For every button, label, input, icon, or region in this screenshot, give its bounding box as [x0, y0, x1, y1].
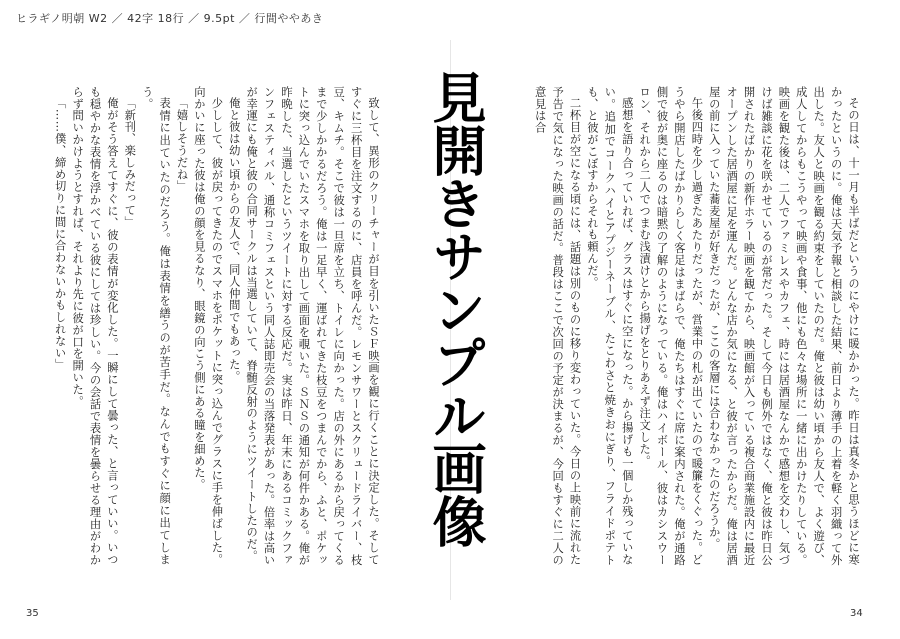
- page-number-right: 34: [850, 608, 863, 619]
- page-number-left: 35: [26, 608, 39, 619]
- paragraph: 表情に出ていたのだろう。俺は表情を繕うのが苦手だ。なんでもすぐに顔に出てしまう。: [140, 86, 172, 566]
- paragraph: 俺と彼は幼い頃からの友人で、同人仲間でもあった。: [227, 97, 241, 383]
- paragraph: 致して、異形のクリーチャーが目を引いたＳＦ映画を観に行くことに決定した。そしてすぐに三杯目を注文するのに、店員を呼んだ。レモンサワーとスクリュードライバー、枝豆、キムチ。そこで彼は一旦席を立ち、トイレに向かった。店の外にあるから戻ってくるまで少しかかるだろう。俺は一足早く、運ばれてきた枝豆をつまんでから、ふと、ポケットに突っ込んでいたスマホを取り出して画面を覗いた。ＳＮＳの通知が何件かある。俺が昨晩した、当選したというツイートに対する反応だ。実は昨日、年末にあるコミックファンフェスティバル、通称コミフェスという同人誌即売会の当落発表があった。倍率は高いが幸運にも俺と彼の合同サークルは当選していて、脊髄反射のようにツイートしたのだ。: [245, 86, 380, 566]
- paragraph: 感想を語り合っていれば、グラスはすぐに空になった。から揚げも一個しか残っていない。追加でコークハイとアプジーネーブル、たこわさと焼きおにぎり、フライドポテトも、と彼がこぼすからそれも頼んだ。: [585, 86, 634, 566]
- paragraph: 「新刊、楽しみだって」: [123, 97, 137, 229]
- left-page-text: [53, 86, 382, 566]
- paragraph: 「嬉しそうだね」: [175, 97, 189, 193]
- paragraph: 午後四時を少し過ぎたあたりだったが、営業中の札が出ていたので暖簾をくぐった。どうやら開店したばかりらしく客足はまばらで、俺たちはすぐに席に案内された。俺が通路側で彼が奥に座るのは暗黙の了解のようになっている。俺はハイボール、彼はカシスウーロン、それから二人でつまむ浅漬けとから揚げをとりあえず注文した。: [638, 86, 704, 566]
- paragraph: 少しして、彼が戻ってきたのでスマホをポケットに突っ込んでグラスに手を伸ばした。向かいに座った彼は俺の顔を見るなり、眼鏡の向こう側にある瞳を細めた。: [192, 86, 224, 566]
- spread-title: 見開きサンプル画像: [424, 70, 487, 547]
- paragraph: 俺がそう答えてすぐに、彼の表情が変化した。一瞬にして曇った、と言っていい。いつも穏やかな表情を浮かべている彼にしては珍しい。今の会話で表情を曇らせる理由がわからず問いかけようとすれば、それより先に彼が口を開いた。: [71, 86, 119, 566]
- page-header-spec: ヒラギノ明朝 W2 ／ 42字 18行 ／ 9.5pt ／ 行間ややあき: [16, 12, 324, 25]
- right-page-text: [488, 86, 862, 566]
- paragraph: 二杯目が空になる頃には、話題は別のものに移り変わっていた。今日の上映前に流れた予告で気になった映画の話だ。普段はここで次回の予定が決まるが、今回もすぐに二人の意見は合: [533, 86, 582, 566]
- paragraph: その日は、十一月も半ばだというのにやけに暖かかった。昨日は真冬かと思うほどに寒かったというのに。俺は天気予報と相談した結果、前日より薄手の上着を軽く羽織って外出した。友人と映画を観る約束をしていたのだ。俺と彼は幼い頃から友人で、よく遊び、成人してからもこうやって映画や食事、他にも色々な場所に一緒に出かけたりしている。映画を観た後は、二人でファミレスやカフェ、時には居酒屋なんかで感想を交わし、気づけば雑談に花を咲かせているのが常だった。そして今日も例外ではなく、俺と彼は昨日公開されたばかりの新作ホラー映画を観てから、映画館が入っている複合商業施設内に最近オープンした居酒屋に足を運んだ。どんな店か気になる、と彼が言ったからだ。俺は居酒屋の前に入っていた蕎麦屋が好きだったが、ここの客層には合わなかったのだろうか。: [707, 86, 860, 566]
- paragraph: 「……僕、締め切りに間に合わないかもしれない」: [53, 97, 67, 371]
